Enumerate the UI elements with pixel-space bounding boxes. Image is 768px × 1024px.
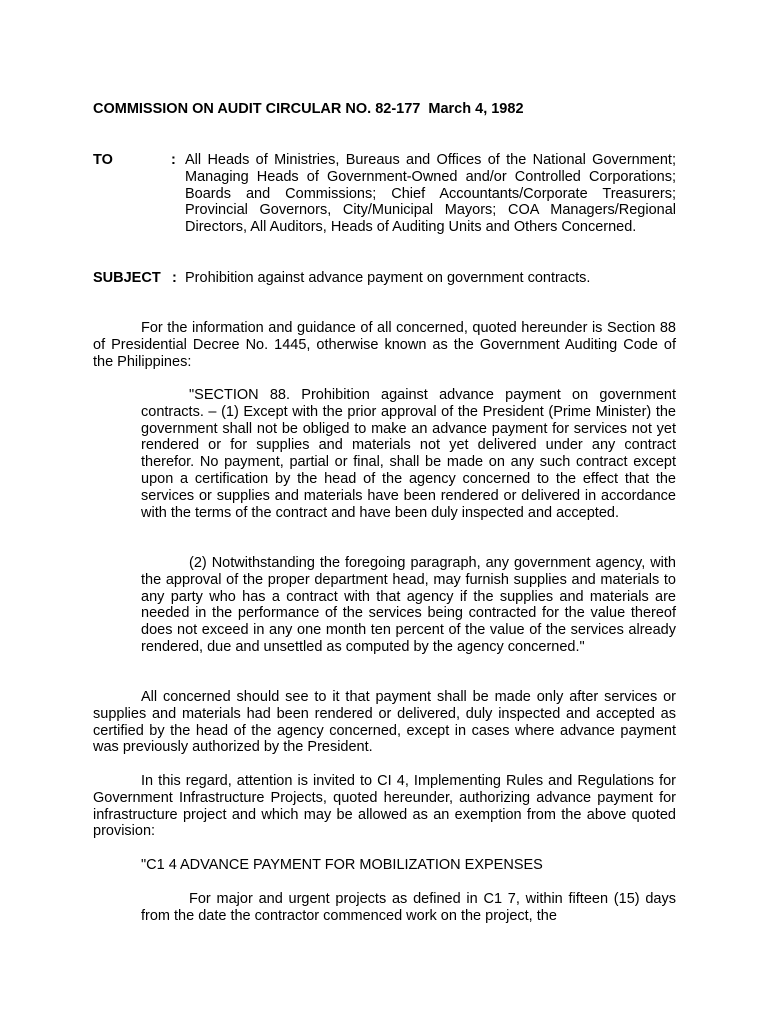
subject-colon: : bbox=[172, 270, 177, 286]
to-recipients: All Heads of Ministries, Bureaus and Offices of the National Government; Managing Heads of Government-Owned and/or Controlled Corporations; Boards and Commissions; Chief Accountants/Corporate Treasurers; Provincial Governors, City/Municipal Mayors; COA Managers/Regional Directors, All Auditors, Heads of Auditing Units and Others Concerned. bbox=[185, 152, 676, 236]
c14-heading: "C1 4 ADVANCE PAYMENT FOR MOBILIZATION EXPENSES bbox=[141, 857, 543, 873]
section-88-quote-part1: "SECTION 88. Prohibition against advance payment on government contracts. – (1) Except with the prior approval of the President (Prime Minister) the government shall not be obliged to make an advance payment for services not yet rendered or for supplies and materials not yet delivered under any contract therefor. No payment, partial or final, shall be made on any such contract except upon a certification by the head of the agency concerned to the effect that the services or supplies and materials have been rendered or delivered in accordance with the terms of the contract and have been duly inspected and accepted. bbox=[141, 387, 676, 521]
to-label: TO bbox=[93, 152, 113, 168]
subject-text: Prohibition against advance payment on government contracts. bbox=[185, 270, 591, 286]
subject-label: SUBJECT bbox=[93, 270, 161, 286]
c14-body-paragraph: For major and urgent projects as defined in C1 7, within fifteen (15) days from the date the contractor commenced work on the project, the bbox=[141, 891, 676, 924]
circular-heading bbox=[93, 101, 524, 118]
circular-date: March 4, 1982 bbox=[428, 101, 524, 117]
to-colon: : bbox=[171, 152, 176, 168]
concerned-paragraph: All concerned should see to it that payment shall be made only after services or supplies and materials had been rendered or delivered, duly inspected and accepted as certified by the head of the agency concerned, except in cases where advance payment was previously authorized by the President. bbox=[93, 689, 676, 756]
intro-paragraph: For the information and guidance of all concerned, quoted hereunder is Section 88 of Presidential Decree No. 1445, otherwise known as the Government Auditing Code of the Philippines: bbox=[93, 320, 676, 370]
regard-paragraph: In this regard, attention is invited to CI 4, Implementing Rules and Regulations for Government Infrastructure Projects, quoted hereunder, authorizing advance payment for infrastructure project and which may be allowed as an exemption from the above quoted provision: bbox=[93, 773, 676, 840]
circular-title: COMMISSION ON AUDIT CIRCULAR NO. 82-177 bbox=[93, 101, 421, 117]
section-88-quote-part2: (2) Notwithstanding the foregoing paragraph, any government agency, with the approval of the proper department head, may furnish supplies and materials to any party who has a contract with that agency if the supplies and materials are needed in the performance of the services being contracted for the value thereof does not exceed in any one month ten percent of the value of the services already rendered, due and unsettled as computed by the agency concerned." bbox=[141, 555, 676, 655]
